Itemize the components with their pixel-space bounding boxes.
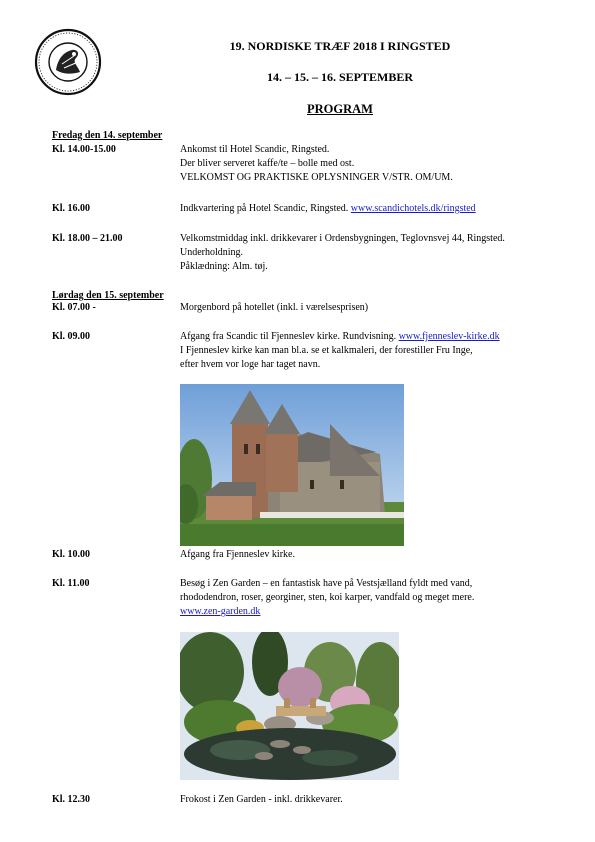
item-description [180, 793, 580, 807]
item-text: Afgang fra Fjenneslev kirke. [180, 549, 295, 560]
item-text: Morgenbord på hotellet (inkl. i værelsesprisen) [180, 302, 369, 313]
item-line: Besøg i Zen Garden – en fantastisk have på Vestsjælland fyldt med vand, [180, 578, 473, 589]
item-line: Underholdning. [180, 247, 244, 258]
program-heading: PROGRAM [307, 102, 373, 116]
item-description [180, 202, 580, 216]
church-photo [180, 384, 404, 546]
event-title: 19. NORDISKE TRÆF 2018 I RINGSTED [229, 39, 451, 53]
item-text: Afgang fra Scandic til Fjenneslev kirke. Rundvisning. [180, 331, 397, 342]
item-time: Kl. 11.00 [52, 578, 90, 589]
item-time: Kl. 09.00 [52, 331, 91, 342]
item-time: Kl. 14.00-15.00 [52, 144, 116, 155]
item-description [180, 232, 580, 274]
scandic-hotel-link[interactable]: www.scandichotels.dk/ringsted [350, 203, 476, 214]
item-line: efter hvem vor loge har taget navn. [180, 359, 321, 370]
item-text: Indkvartering på Hotel Scandic, Ringsted. [180, 203, 349, 214]
fjenneslev-church-link[interactable]: www.fjenneslev-kirke.dk [398, 331, 500, 342]
item-line: Der bliver serveret kaffe/te – bolle med ost. [180, 158, 355, 169]
item-time: Kl. 12.30 [52, 794, 91, 805]
item-line: VELKOMST OG PRAKTISKE OPLYSNINGER V/STR. OM/UM. [180, 172, 453, 183]
item-text: Frokost i Zen Garden - inkl. drikkevarer. [180, 794, 343, 805]
item-description [180, 548, 580, 562]
item-line: Påklædning: Alm. tøj. [180, 261, 268, 272]
lodge-seal-logo [34, 28, 102, 96]
item-time: Kl. 18.00 – 21.00 [52, 233, 123, 244]
day-heading-saturday: Lørdag den 15. september [52, 290, 164, 301]
item-time: Kl. 16.00 [52, 203, 91, 214]
item-description [180, 577, 580, 619]
item-description [180, 143, 580, 185]
item-description [180, 330, 580, 372]
item-line: rhododendron, roser, georginer, sten, koi karper, vandfald og meget mere. [180, 592, 475, 603]
item-line: I Fjenneslev kirke kan man bl.a. se et kalkmaleri, der forestiller Fru Inge, [180, 345, 473, 356]
zen-garden-link[interactable]: www.zen-garden.dk [180, 606, 261, 617]
zen-garden-photo [180, 632, 399, 780]
event-dates: 14. – 15. – 16. SEPTEMBER [266, 70, 413, 84]
item-line: Velkomstmiddag inkl. drikkevarer i Ordensbygningen, Teglovnsvej 44, Ringsted. [180, 233, 505, 244]
day-heading-friday: Fredag den 14. september [52, 130, 163, 141]
item-description [180, 301, 580, 315]
item-time: Kl. 10.00 [52, 549, 91, 560]
item-line: Ankomst til Hotel Scandic, Ringsted. [180, 144, 330, 155]
item-time: Kl. 07.00 - [52, 302, 96, 313]
